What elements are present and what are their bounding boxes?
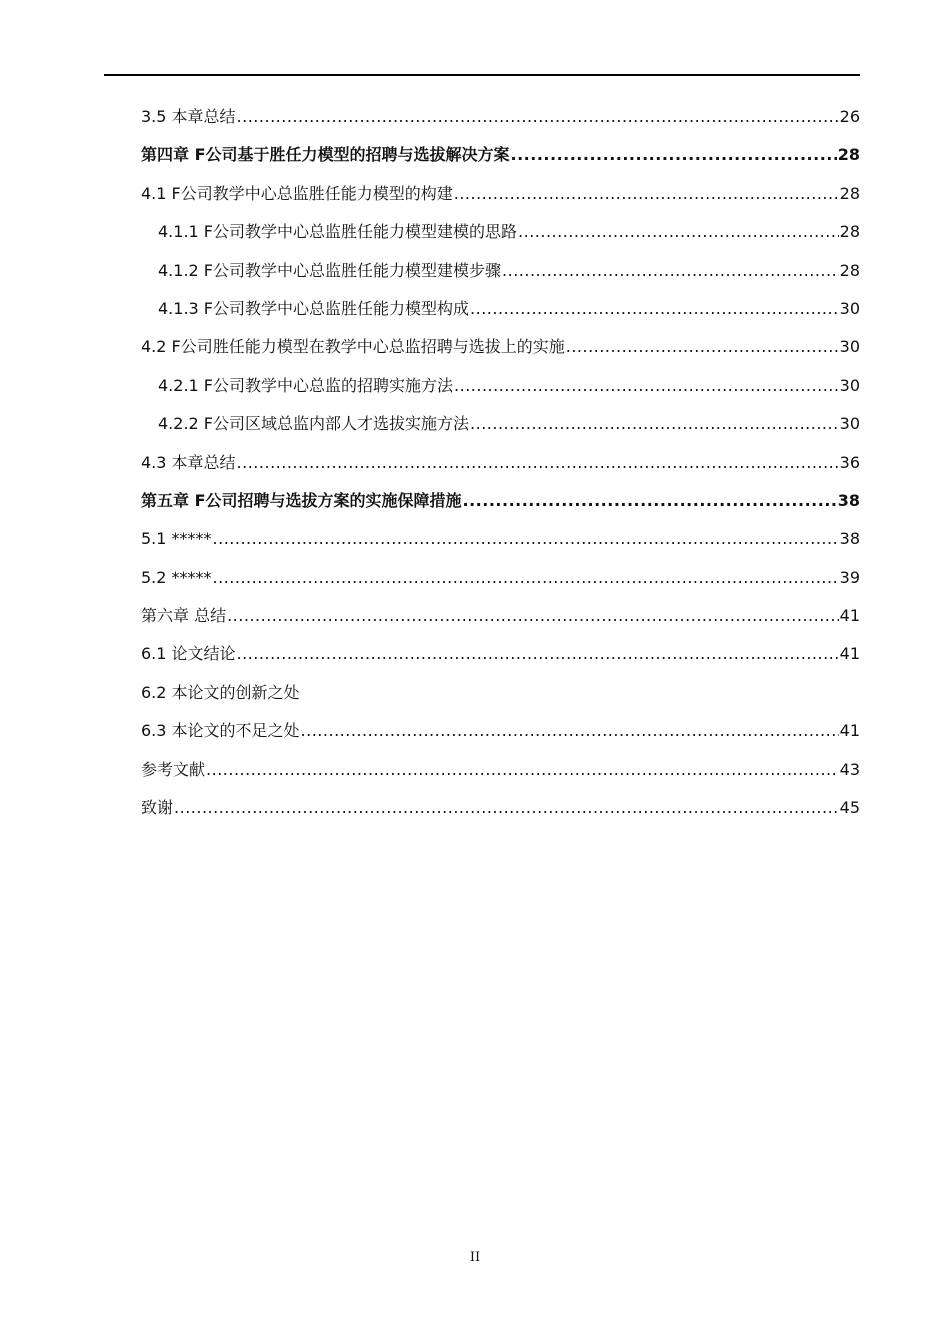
toc-entry-page: 30 bbox=[839, 337, 860, 357]
toc-entry-title: 5.1 ***** bbox=[141, 529, 212, 549]
toc-entry[interactable] bbox=[141, 367, 860, 405]
toc-entry[interactable] bbox=[141, 290, 860, 328]
toc-entry-page: 38 bbox=[839, 529, 860, 549]
toc-entry-title: 4.1.1 F公司教学中心总监胜任能力模型建模的思路 bbox=[158, 222, 518, 242]
toc-dot-leader bbox=[454, 367, 839, 405]
toc-dot-leader bbox=[237, 98, 839, 136]
page-number: II bbox=[469, 1250, 481, 1265]
toc-entry[interactable] bbox=[141, 98, 860, 136]
toc-entry[interactable] bbox=[141, 635, 860, 673]
toc-entry-page: 41 bbox=[839, 721, 860, 741]
toc-entry-title: 参考文献 bbox=[141, 759, 206, 779]
toc-dot-leader bbox=[227, 597, 839, 635]
toc-entry-title: 第六章 总结 bbox=[141, 606, 227, 626]
toc-entry-title: 4.3 本章总结 bbox=[141, 452, 236, 472]
toc-entry-page: 30 bbox=[839, 414, 860, 434]
toc-entry[interactable] bbox=[141, 789, 860, 827]
toc-entry-title: 4.1 F公司教学中心总监胜任能力模型的构建 bbox=[141, 183, 453, 203]
toc-entry[interactable] bbox=[141, 559, 860, 597]
toc-dot-leader bbox=[511, 136, 837, 174]
toc-dot-leader bbox=[566, 328, 839, 366]
toc-entry-title: 第五章 F公司招聘与选拔方案的实施保障措施 bbox=[141, 490, 462, 510]
toc-dot-leader bbox=[470, 290, 839, 328]
toc-entry-title: 4.2 F公司胜任能力模型在教学中心总监招聘与选拔上的实施 bbox=[141, 337, 565, 357]
toc-entry[interactable] bbox=[141, 444, 860, 482]
toc-entry[interactable] bbox=[141, 674, 860, 712]
toc-entry-title: 3.5 本章总结 bbox=[141, 107, 236, 126]
toc-entry[interactable] bbox=[141, 751, 860, 789]
toc-entry-page: 41 bbox=[839, 606, 860, 626]
toc-dot-leader bbox=[237, 444, 839, 482]
toc-entry-page: 28 bbox=[839, 183, 860, 203]
toc-dot-leader bbox=[301, 712, 839, 750]
toc-entry-page: 26 bbox=[839, 107, 860, 126]
header-rule bbox=[104, 74, 860, 76]
toc-entry-page: 41 bbox=[839, 644, 860, 664]
toc-entry-title: 6.1 论文结论 bbox=[141, 644, 236, 664]
toc-entry[interactable] bbox=[141, 252, 860, 290]
toc-dot-leader bbox=[454, 175, 839, 213]
toc-dot-leader bbox=[518, 213, 839, 251]
toc-entry-title: 第四章 F公司基于胜任力模型的招聘与选拔解决方案 bbox=[141, 145, 510, 165]
toc-dot-leader bbox=[213, 520, 839, 558]
toc-entry[interactable] bbox=[141, 597, 860, 635]
toc-entry-page: 38 bbox=[837, 490, 860, 510]
toc-dot-leader bbox=[237, 635, 839, 673]
toc-dot-leader bbox=[502, 252, 839, 290]
toc-entry[interactable] bbox=[141, 175, 860, 213]
toc-entry[interactable] bbox=[141, 520, 860, 558]
toc-entry-title: 4.2.2 F公司区域总监内部人才选拔实施方法 bbox=[158, 414, 470, 434]
toc-entry-page: 45 bbox=[839, 798, 860, 818]
toc-entry-title: 4.1.3 F公司教学中心总监胜任能力模型构成 bbox=[158, 298, 470, 318]
toc-dot-leader bbox=[463, 482, 837, 520]
toc-entry[interactable] bbox=[141, 482, 860, 520]
toc-entry[interactable] bbox=[141, 328, 860, 366]
table-of-contents bbox=[141, 98, 860, 827]
toc-entry-title: 5.2 ***** bbox=[141, 567, 212, 587]
toc-entry-page: 28 bbox=[839, 222, 860, 242]
toc-entry[interactable] bbox=[141, 213, 860, 251]
toc-entry-title: 4.2.1 F公司教学中心总监的招聘实施方法 bbox=[158, 375, 454, 395]
toc-entry-page: 30 bbox=[839, 298, 860, 318]
toc-entry-page: 43 bbox=[839, 759, 860, 779]
toc-entry[interactable] bbox=[141, 405, 860, 443]
toc-dot-leader bbox=[174, 789, 839, 827]
toc-entry-title: 致谢 bbox=[141, 798, 174, 818]
toc-entry-title: 6.3 本论文的不足之处 bbox=[141, 721, 300, 741]
toc-entry[interactable] bbox=[141, 136, 860, 174]
toc-entry[interactable] bbox=[141, 712, 860, 750]
toc-dot-leader bbox=[206, 751, 839, 789]
toc-entry-title: 4.1.2 F公司教学中心总监胜任能力模型建模步骤 bbox=[158, 260, 502, 280]
toc-dot-leader bbox=[213, 559, 839, 597]
toc-entry-title: 6.2 本论文的创新之处 bbox=[141, 682, 300, 702]
toc-entry-page: 36 bbox=[839, 452, 860, 472]
toc-entry-page: 28 bbox=[839, 260, 860, 280]
toc-entry-page: 28 bbox=[837, 145, 860, 165]
toc-entry-page: 39 bbox=[839, 567, 860, 587]
toc-entry-page: 30 bbox=[839, 375, 860, 395]
toc-dot-leader bbox=[470, 405, 839, 443]
